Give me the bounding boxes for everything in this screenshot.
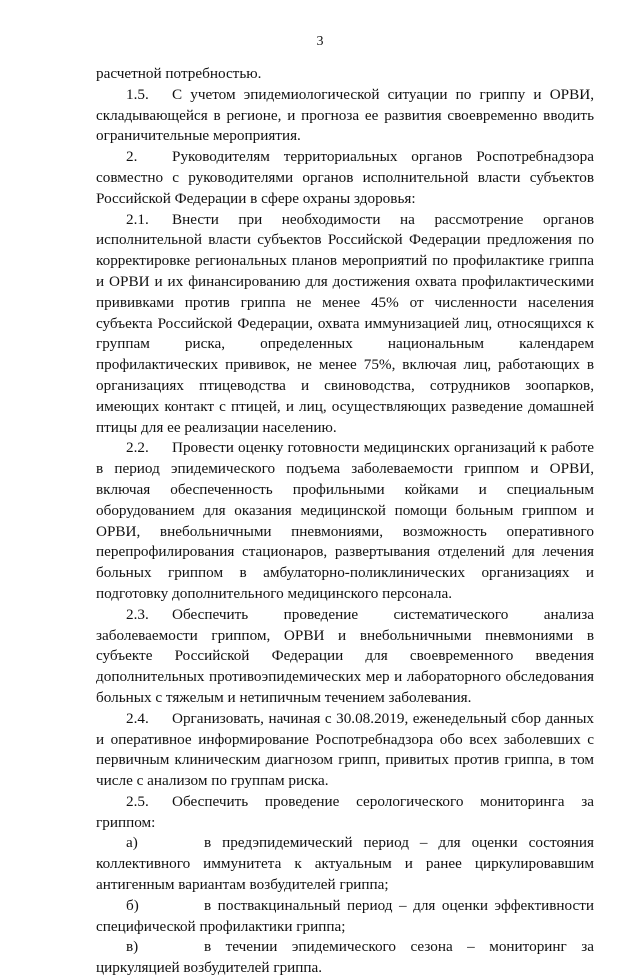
- subitem-text: в предэпидемический период – для оценки состояния коллективного иммунитета к актуальным и ранее циркулировавшим антигенным вариантам возбудителей гриппа;: [96, 834, 594, 894]
- paragraph-number: 2.: [126, 148, 138, 166]
- subitem-v: [96, 937, 594, 979]
- paragraph-number: 2.3.: [126, 605, 149, 623]
- page-number: 3: [316, 34, 324, 49]
- paragraph-continuation: [96, 64, 594, 85]
- paragraph-1-5: [96, 85, 594, 147]
- paragraph-text: Внести при необходимости на рассмотрение органов исполнительной власти субъектов Российской Федерации предложения по корректировке региональных планов мероприятий по профилактике гриппа и ОРВИ и их финансированию для достижения охвата профилактическими прививками против гриппа не менее 45% от численности населения субъекта Российской Федерации, охвата иммунизацией лиц, относящихся к группам риска, определенных национальным календарем профилактических прививок, не менее 75%, включая лиц, работающих в организациях птицеводства и свиноводства, сотрудников зоопарков, имеющих контакт с птицей, и лиц, осуществляющих разведение домашней птицы для ее реализации населению.: [96, 210, 594, 436]
- paragraph-text: Руководителям территориальных органов Роспотребнадзора совместно с руководителями органов исполнительной власти субъектов Российской Федерации в сфере охраны здоровья:: [96, 148, 594, 207]
- paragraph-text: расчетной потребностью.: [96, 65, 262, 82]
- document-body: [96, 64, 594, 979]
- subitem-letter: в): [126, 938, 139, 956]
- paragraph-2: [96, 147, 594, 209]
- paragraph-2-4: [96, 709, 594, 792]
- subitem-text: в течении эпидемического сезона – мониторинг за циркуляцией возбудителей гриппа.: [96, 938, 594, 977]
- paragraph-2-5: [96, 792, 594, 834]
- subitem-a: [96, 833, 594, 895]
- subitem-letter: а): [126, 834, 138, 852]
- paragraph-number: 1.5.: [126, 85, 149, 103]
- paragraph-2-2: [96, 438, 594, 604]
- paragraph-number: 2.1.: [126, 210, 149, 228]
- subitem-b: [96, 896, 594, 938]
- paragraph-number: 2.4.: [126, 709, 149, 727]
- paragraph-number: 2.5.: [126, 792, 149, 810]
- subitem-letter: б): [126, 896, 139, 914]
- paragraph-2-1: [96, 210, 594, 439]
- paragraph-2-3: [96, 605, 594, 709]
- paragraph-number: 2.2.: [126, 439, 149, 457]
- subitem-text: в поствакцинальный период – для оценки эффективности специфической профилактики гриппа;: [96, 896, 594, 935]
- paragraph-text: Обеспечить проведение серологического мониторинга за гриппом:: [96, 792, 594, 831]
- paragraph-text: Организовать, начиная с 30.08.2019, еженедельный сбор данных и оперативное информирование Роспотребнадзора обо всех заболевших с первичным клиническим диагнозом грипп, привитых против гриппа, в том числе с анализом по группам риска.: [96, 709, 594, 790]
- paragraph-text: Провести оценку готовности медицинских организаций к работе в период эпидемического подъема заболеваемости гриппом и ОРВИ, включая обеспеченность профильными койками и специальным оборудованием для оказания медицинской помощи больным гриппом и ОРВИ, внебольничными пневмониями, возможность оперативного перепрофилирования стационаров, развертывания отделений для лечения больных гриппом в амбулаторно-поликлинических организациях и подготовку дополнительного медицинского персонала.: [96, 439, 594, 602]
- paragraph-text: Обеспечить проведение систематического анализа заболеваемости гриппом, ОРВИ и внебольничными пневмониями в субъекте Российской Федерации для своевременного введения дополнительных противоэпидемических мер и лабораторного обследования больных с тяжелым и нетипичным течением заболевания.: [96, 605, 594, 706]
- paragraph-text: С учетом эпидемиологической ситуации по гриппу и ОРВИ, складывающейся в регионе, и прогноза ее развития своевременно вводить ограничительные мероприятия.: [96, 85, 594, 145]
